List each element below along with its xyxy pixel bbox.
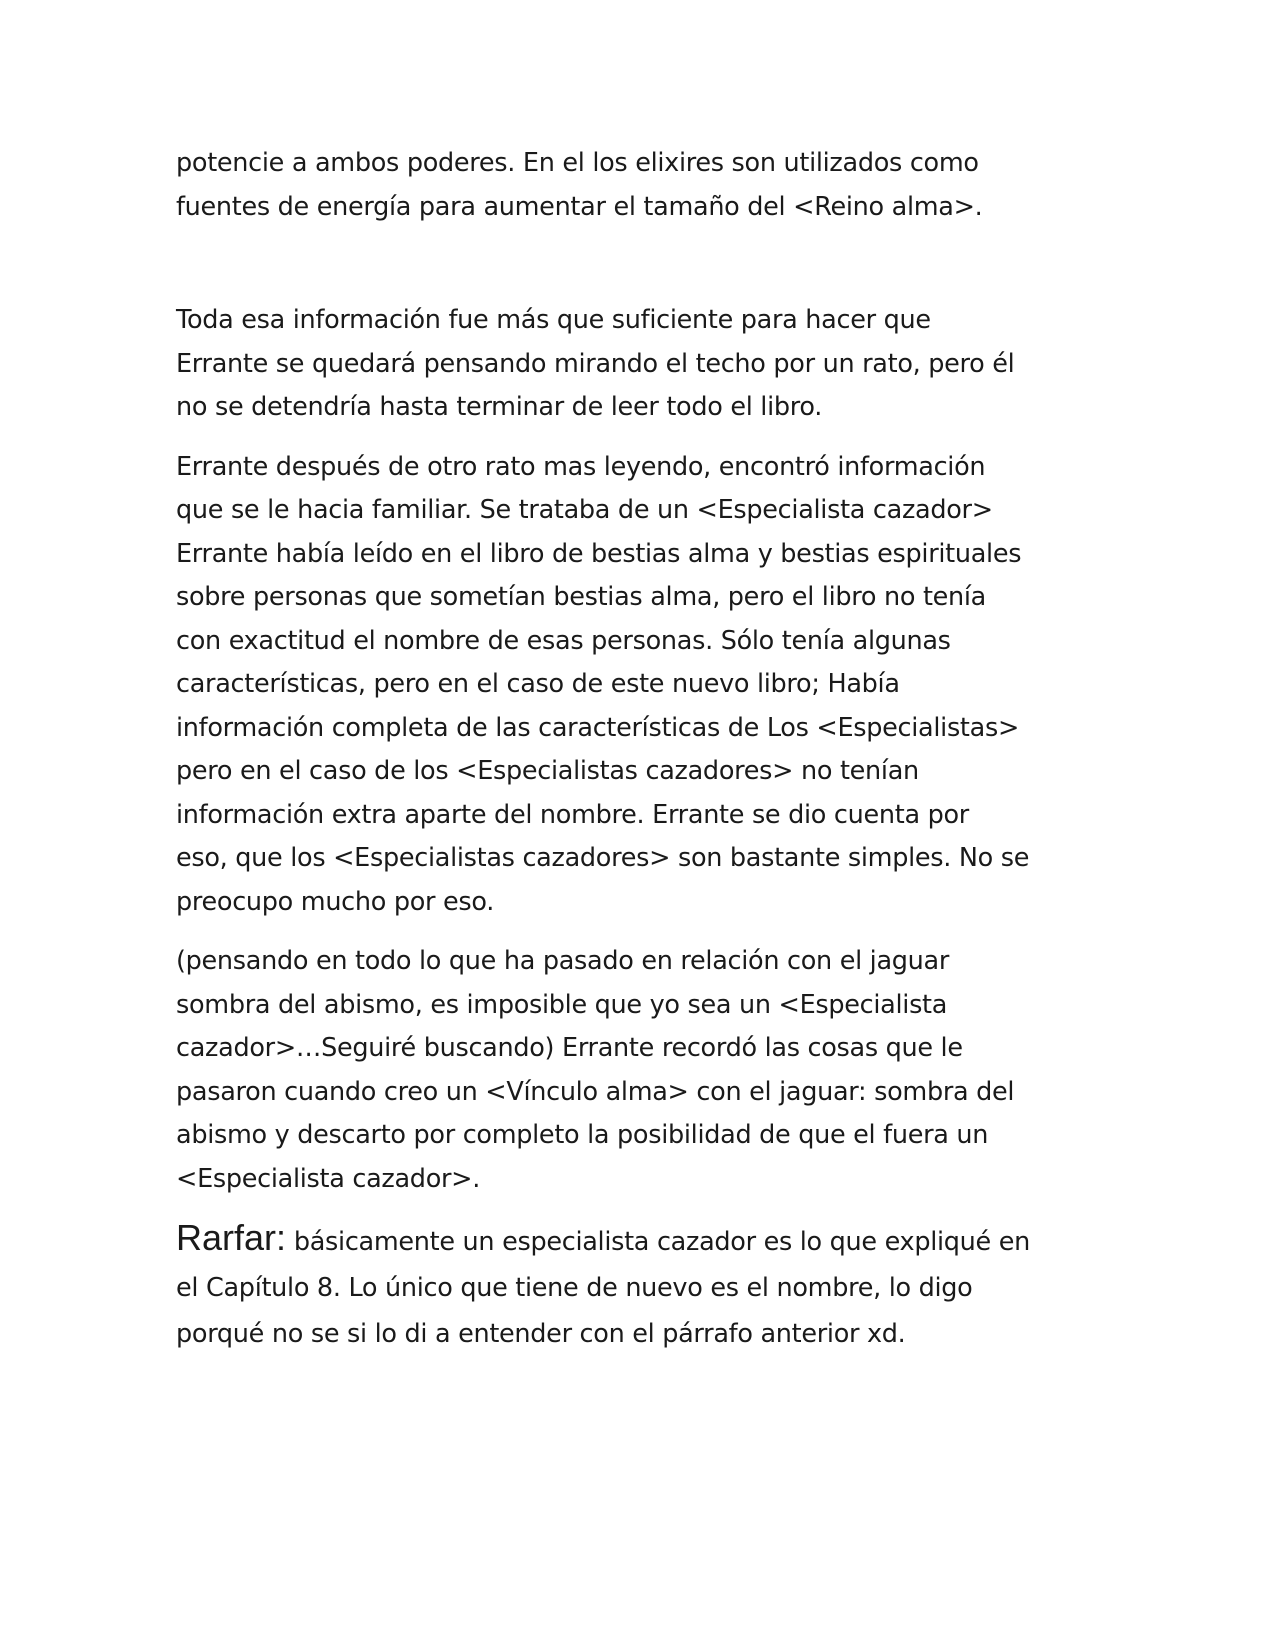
- document-body: [176, 142, 1106, 1357]
- paragraph-jaguar: (pensando en todo lo que ha pasado en relación con el jaguar sombra del abismo, es imposible que yo sea un <Especialista cazador>…Seguiré buscando) Errante recordó las cosas que le pasaron cuando creo un <Vínculo alma> con el jaguar: sombra del abismo y descarto por completo la posibilidad de que el fuera un <Especialista cazador>.: [176, 946, 1015, 1194]
- paragraph-especialista-cazador: Errante después de otro rato mas leyendo, encontró información que se le hacia familiar. Se trataba de un <Especialista cazador> Errante había leído en el libro de bestias alma y bestias espirituales sobre personas que sometían bestias alma, pero el libro no tenía con exactitud el nombre de esas personas. Sólo tenía algunas características, pero en el caso de este nuevo libro; Había información completa de las características de Los <Especialistas> pero en el caso de los <Especialistas cazadores> no tenían información extra aparte del nombre. Errante se dio cuenta por eso, que los <Especialistas cazadores> son bastante simples. No se preocupo mucho por eso.: [176, 451, 1030, 917]
- author-note-text: básicamente un especialista cazador es lo que expliqué en el Capítulo 8. Lo único que tiene de nuevo es el nombre, lo digo porqué no se si lo di a entender con el párrafo anterior xd.: [176, 1227, 1030, 1349]
- paragraph-informacion: Toda esa información fue más que suficiente para hacer que Errante se quedará pensando mirando el techo por un rato, pero él no se detendría hasta terminar de leer todo el libro.: [176, 305, 1015, 422]
- paragraph-elixires: potencie a ambos poderes. En el los elixires son utilizados como fuentes de energía para aumentar el tamaño del <Reino alma>.: [176, 148, 983, 222]
- author-note: [176, 1215, 1106, 1357]
- author-name: Rarfar:: [176, 1217, 287, 1258]
